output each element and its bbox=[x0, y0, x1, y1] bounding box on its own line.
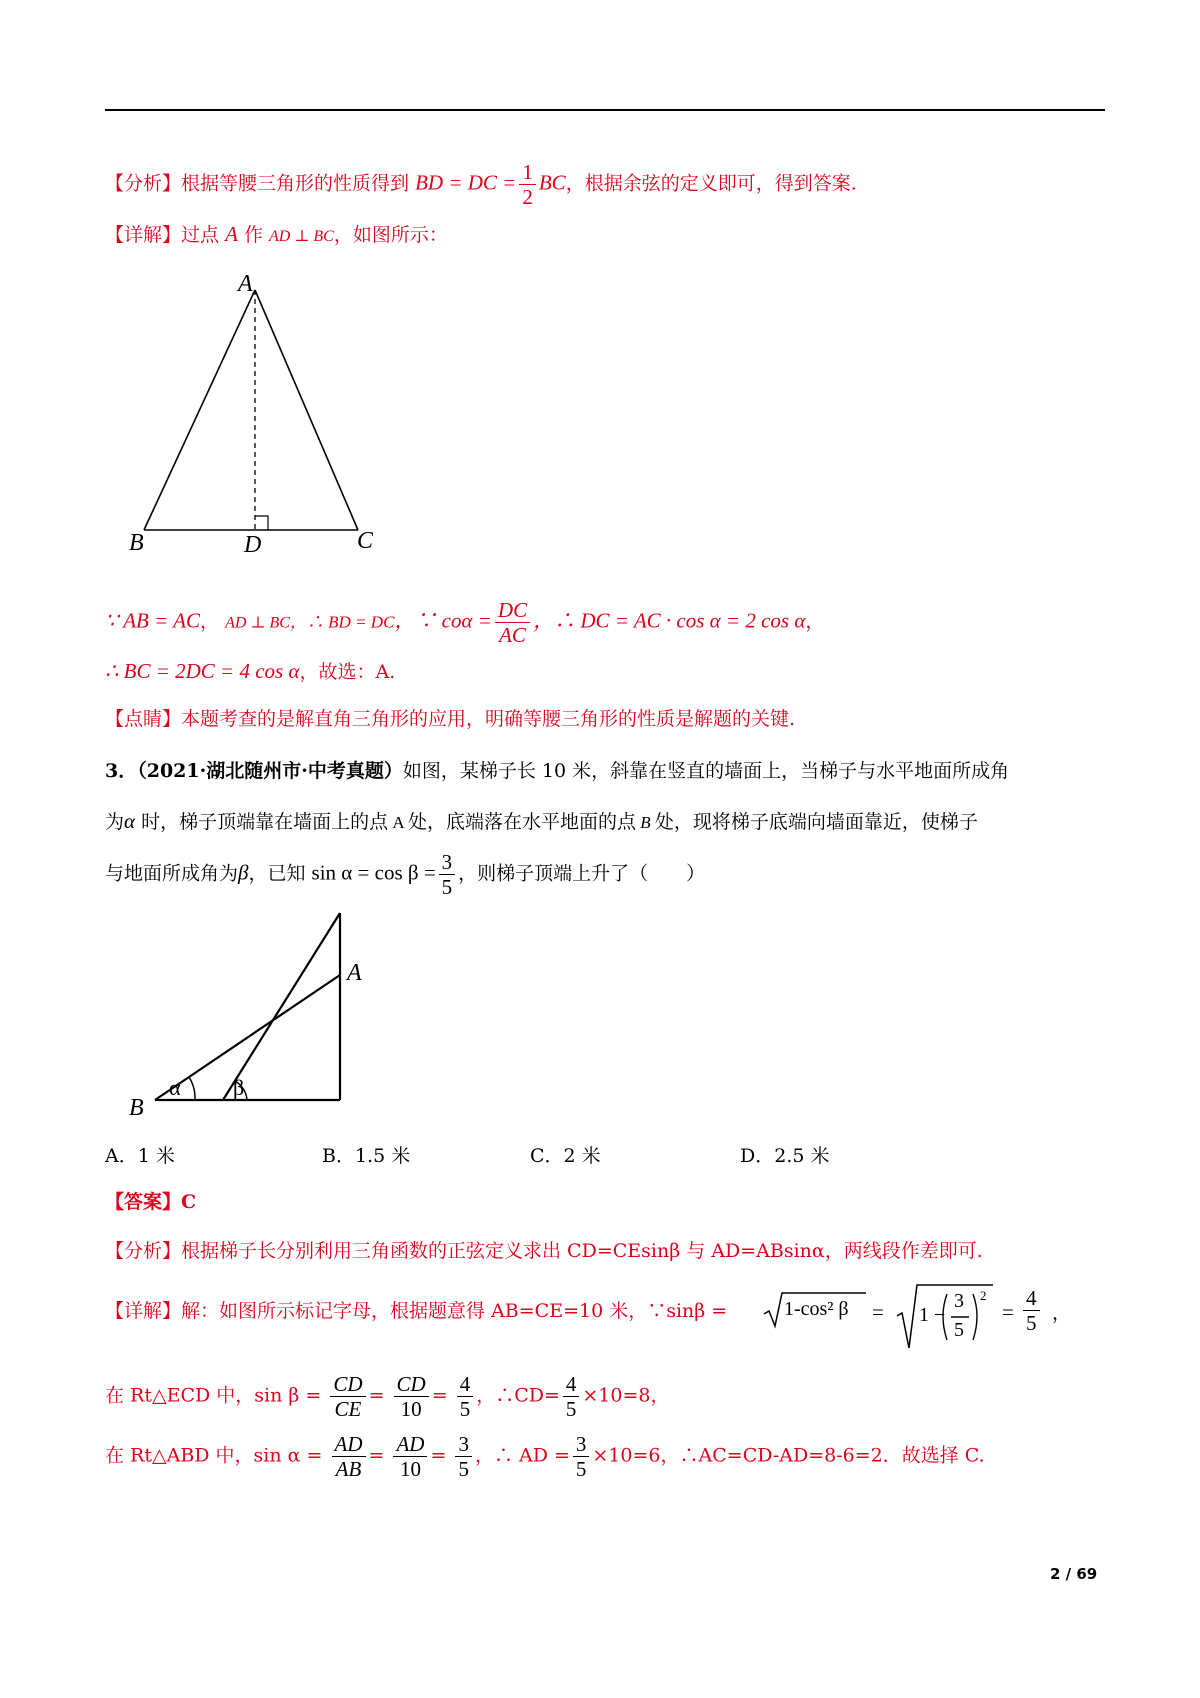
detail-label: 【详解】 bbox=[105, 1300, 182, 1322]
option-letter: C． bbox=[530, 1145, 564, 1167]
punct: ， bbox=[805, 610, 825, 633]
question-text: 为 bbox=[105, 811, 125, 833]
symbol-beta: β bbox=[238, 860, 249, 885]
denominator: 5 bbox=[954, 1319, 964, 1341]
question-text: 与地面所成角为 bbox=[105, 862, 239, 885]
step-text: ×10=6，∴AC=CD-AD=8-6=2．故选择 C. bbox=[592, 1444, 985, 1467]
question-3-line-3 bbox=[105, 850, 705, 899]
line-rt-abd: 在 Rt△ABD 中，sin α = $\frac{AD}{AB}$ = $\frac{AD}{10}$ = $\frac{3}{5}$ ，∴ AD = $\frac{3}{5}$ ×10=6，∴AC=CD-AD=8-6=2．故选择 C. bbox=[105, 1432, 985, 1481]
numerator: 4 bbox=[457, 1372, 474, 1397]
denominator: 5 bbox=[565, 1397, 577, 1421]
formula: AD ⊥ BC bbox=[269, 228, 334, 245]
question-number: 3． bbox=[105, 760, 138, 782]
step-text: 在 Rt△ECD 中，sin β = bbox=[105, 1384, 322, 1407]
numerator: 3 bbox=[573, 1432, 590, 1457]
fraction bbox=[393, 1432, 427, 1481]
formula: AD ⊥ BC bbox=[225, 614, 290, 632]
detail-text: 解：如图所示标记字母，根据题意得 AB=CE=10 米，∵sinβ = bbox=[181, 1300, 728, 1322]
conclusion-text: ，故选：A. bbox=[299, 661, 396, 683]
angle-alpha-arc bbox=[189, 1077, 195, 1100]
side-ab bbox=[144, 290, 255, 530]
analysis-label: 【分析】 bbox=[105, 1240, 182, 1262]
ladder-position-b bbox=[223, 913, 340, 1100]
denominator: 5 bbox=[441, 875, 453, 899]
option-text: 2 米 bbox=[563, 1145, 601, 1167]
triangle-figure bbox=[125, 268, 385, 558]
denominator: 2 bbox=[522, 185, 533, 209]
answer-value: C bbox=[181, 1191, 197, 1213]
numerator: CD bbox=[330, 1372, 365, 1397]
comment-1 bbox=[105, 706, 795, 732]
formula: ∴ BC = 2DC = 4 cos α bbox=[105, 659, 300, 683]
side-ac bbox=[255, 290, 358, 530]
formula: BC bbox=[538, 170, 566, 195]
punct: ， bbox=[1052, 1302, 1072, 1324]
denominator: AC bbox=[499, 623, 526, 647]
option-letter: B． bbox=[322, 1145, 355, 1167]
formula: ∵ AB = AC bbox=[105, 608, 201, 633]
fraction bbox=[330, 1372, 365, 1421]
option-letter: A． bbox=[105, 1145, 138, 1167]
page-number: 2 / 69 bbox=[1050, 1565, 1098, 1583]
formula: BD = DC = bbox=[415, 170, 517, 195]
numerator: DC bbox=[495, 598, 530, 623]
exponent: 2 bbox=[980, 1288, 987, 1303]
punct: ， bbox=[200, 610, 220, 633]
step-text: ×10=8， bbox=[582, 1384, 670, 1407]
step-text: 在 Rt△ABD 中，sin α = bbox=[105, 1444, 323, 1467]
analysis-text: 根据梯子长分别利用三角函数的正弦定义求出 CD=CEsinβ 与 AD=ABsinα，两线段作差即可. bbox=[181, 1240, 983, 1262]
detail-label: 【详解】 bbox=[105, 224, 182, 246]
question-3-line-1 bbox=[105, 758, 1009, 784]
fraction bbox=[394, 1372, 429, 1421]
question-3-line-2 bbox=[105, 808, 978, 836]
point-label: B bbox=[635, 813, 655, 832]
label-a: A bbox=[347, 960, 362, 986]
radicand-prefix: 1 − bbox=[919, 1304, 946, 1326]
fraction bbox=[495, 598, 530, 647]
fraction bbox=[1023, 1286, 1040, 1335]
option-b[interactable] bbox=[322, 1141, 410, 1168]
formula: ，∴ DC = AC · cos α = 2 cos α bbox=[533, 608, 806, 633]
detail-text: ，如图所示： bbox=[333, 224, 448, 246]
detail-2 bbox=[105, 1298, 727, 1324]
option-letter: D． bbox=[740, 1145, 775, 1167]
option-text: 1 米 bbox=[137, 1145, 175, 1167]
point-label: A bbox=[225, 222, 238, 246]
formula: ，∵ coα = bbox=[394, 608, 492, 633]
numerator: AD bbox=[332, 1432, 366, 1457]
denominator: 10 bbox=[400, 1397, 422, 1421]
label-alpha: α bbox=[169, 1075, 181, 1100]
ladder-position-a bbox=[155, 975, 340, 1100]
numerator: 3 bbox=[455, 1432, 472, 1457]
header-rule bbox=[105, 109, 1105, 111]
numerator: CD bbox=[394, 1372, 429, 1397]
analysis-text: 根据等腰三角形的性质得到 bbox=[181, 172, 410, 195]
analysis-1 bbox=[105, 160, 857, 209]
analysis-label: 【分析】 bbox=[105, 172, 182, 195]
question-source: （2021·湖北随州市·中考真题） bbox=[137, 760, 403, 782]
comment-text: 本题考查的是解直角三角形的应用，明确等腰三角形的性质是解题的关键. bbox=[181, 708, 796, 730]
numerator: AD bbox=[393, 1432, 427, 1457]
proof-line-1 bbox=[105, 598, 824, 647]
numerator: 4 bbox=[563, 1372, 580, 1397]
label-b: B bbox=[129, 530, 144, 556]
denominator: CE bbox=[334, 1397, 362, 1421]
denominator: 10 bbox=[399, 1457, 421, 1481]
question-text: 处，现将梯子底端向墙面靠近，使梯子 bbox=[654, 811, 978, 833]
fraction bbox=[563, 1372, 580, 1421]
proof-line-2 bbox=[105, 658, 395, 685]
numerator: 1 bbox=[519, 160, 536, 185]
step-text: ，∴ AD = bbox=[474, 1444, 570, 1467]
numerator: 4 bbox=[1023, 1286, 1040, 1311]
step-text: ，∴CD= bbox=[476, 1384, 560, 1407]
answer bbox=[105, 1189, 196, 1215]
denominator: AB bbox=[335, 1457, 362, 1481]
label-c: C bbox=[357, 528, 374, 554]
result-fraction bbox=[1020, 1286, 1043, 1335]
fraction bbox=[332, 1432, 366, 1481]
numerator: 3 bbox=[954, 1290, 964, 1312]
comment-label: 【点睛】 bbox=[105, 708, 182, 730]
fraction bbox=[455, 1432, 472, 1481]
question-text: ，则梯子顶端上升了（ ） bbox=[458, 862, 706, 885]
question-text: 如图，某梯子长 10 米，斜靠在竖直的墙面上，当梯子与水平地面所成角 bbox=[402, 760, 1010, 782]
option-text: 2.5 米 bbox=[774, 1145, 830, 1167]
denominator: 5 bbox=[458, 1457, 469, 1481]
ladder-figure bbox=[125, 905, 385, 1120]
denominator: 5 bbox=[1026, 1311, 1037, 1335]
option-d[interactable] bbox=[740, 1141, 830, 1168]
denominator: 5 bbox=[575, 1457, 587, 1481]
symbol-alpha: α bbox=[124, 809, 136, 833]
denominator: 5 bbox=[459, 1397, 471, 1421]
formula: ，∴ BD = DC bbox=[289, 612, 395, 632]
question-text: ，已知 bbox=[248, 862, 306, 885]
question-text: 处，底端落在水平地面的点 bbox=[407, 811, 636, 833]
label-d: D bbox=[244, 532, 262, 558]
formula: sin α = cos β = bbox=[311, 860, 436, 885]
detail-1 bbox=[105, 221, 448, 250]
line-rt-ecd: 在 Rt△ECD 中，sin β = $\frac{CD}{CE}$ = $\frac{CD}{10}$ = $\frac{4}{5}$ ，∴CD= $\frac{4}{5}$ ×10=8， bbox=[105, 1372, 670, 1421]
numerator: 3 bbox=[439, 850, 456, 875]
equals: = bbox=[1002, 1300, 1014, 1324]
fraction bbox=[573, 1432, 590, 1481]
radicand: 1-cos² β bbox=[784, 1298, 849, 1320]
label-beta: β bbox=[233, 1075, 245, 1100]
right-angle-mark bbox=[255, 516, 268, 530]
label-b: B bbox=[129, 1095, 144, 1120]
point-label: A bbox=[388, 813, 408, 832]
fraction bbox=[519, 160, 536, 209]
analysis-text: ，根据余弦的定义即可，得到答案. bbox=[565, 172, 857, 195]
label-a: A bbox=[238, 271, 253, 297]
fraction bbox=[439, 850, 456, 899]
option-text: 1.5 米 bbox=[354, 1145, 411, 1167]
answer-label: 【答案】 bbox=[105, 1191, 182, 1213]
detail-text: 过点 bbox=[181, 224, 220, 246]
analysis-2 bbox=[105, 1238, 983, 1264]
equals: = bbox=[872, 1300, 884, 1324]
question-text: 时，梯子顶端靠在墙面上的点 bbox=[135, 811, 389, 833]
option-c[interactable] bbox=[530, 1141, 601, 1168]
detail-text: 作 bbox=[243, 224, 263, 246]
fraction bbox=[457, 1372, 474, 1421]
option-a[interactable] bbox=[105, 1141, 175, 1168]
